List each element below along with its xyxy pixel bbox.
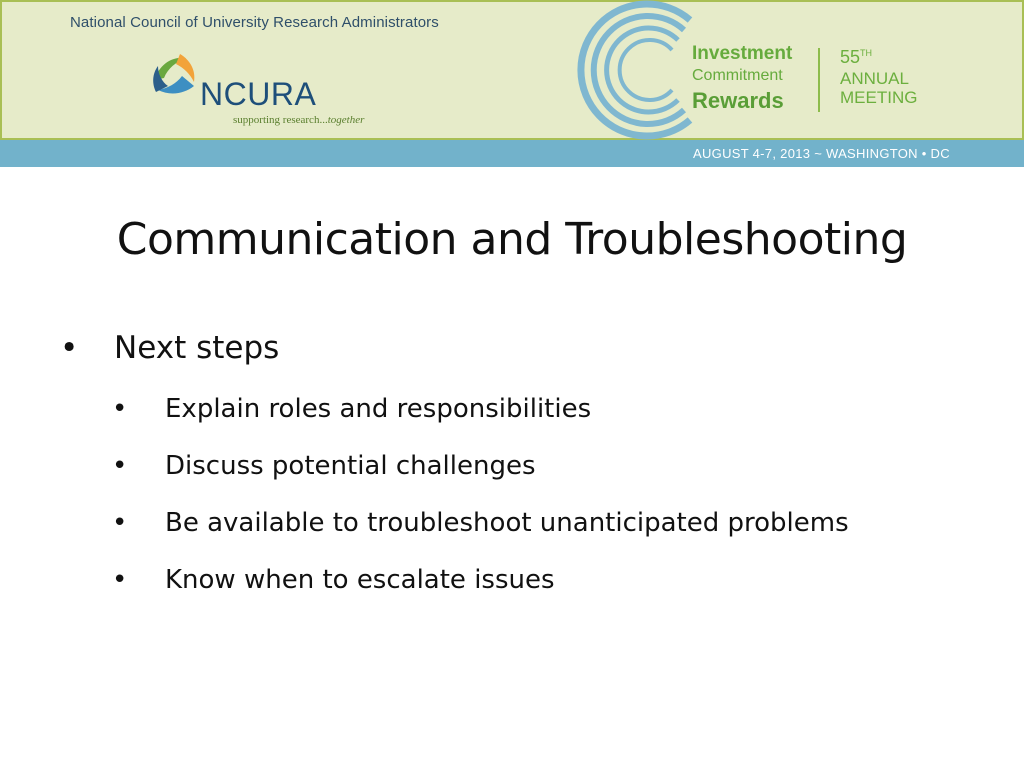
- bullet-text: Next steps: [114, 330, 280, 366]
- sub-bullet-marker: •: [112, 394, 128, 424]
- sub-bullet-marker: •: [112, 451, 128, 481]
- annual-meeting-label: [840, 48, 917, 106]
- sub-bullet-text: Discuss potential challenges: [165, 451, 536, 481]
- ncura-logo-text: NCURA: [200, 76, 317, 112]
- sub-bullet-item: [112, 506, 872, 540]
- sub-bullet-marker: •: [112, 508, 128, 538]
- theme-divider: [818, 48, 820, 112]
- organization-name: National Council of University Research Administrators: [70, 14, 439, 31]
- sub-bullet-item: [112, 563, 872, 597]
- sub-bullet-text: Explain roles and responsibilities: [165, 394, 592, 424]
- meeting-meeting: MEETING: [840, 88, 918, 107]
- meeting-annual: ANNUAL: [840, 69, 909, 88]
- bullet-marker: •: [60, 330, 79, 366]
- concentric-circles-icon: [572, 0, 702, 140]
- sub-bullet-list: [0, 392, 872, 620]
- theme-line-investment: Investment: [692, 43, 793, 64]
- sub-bullet-item: [112, 392, 872, 426]
- meeting-number-value: 55: [840, 47, 861, 67]
- meeting-number: [840, 48, 917, 68]
- ncura-logo-icon: [150, 52, 198, 98]
- theme-line-rewards: Rewards: [692, 88, 784, 113]
- logo-tagline-start: supporting research...: [233, 114, 328, 126]
- logo-tagline: [233, 114, 364, 126]
- sub-bullet-marker: •: [112, 565, 128, 595]
- theme-line-commitment: Commitment: [692, 67, 783, 84]
- meeting-theme: [692, 44, 792, 112]
- event-date-location: AUGUST 4-7, 2013 ~ WASHINGTON • DC: [693, 146, 950, 161]
- slide-title: Communication and Troubleshooting: [116, 214, 908, 265]
- meeting-number-suffix: TH: [860, 48, 873, 58]
- sub-bullet-item: [112, 449, 872, 483]
- logo-tagline-end: together: [327, 114, 365, 126]
- sub-bullet-text: Be available to troubleshoot unanticipated problems: [165, 508, 849, 538]
- header-banner: [0, 0, 1024, 140]
- sub-bullet-text: Know when to escalate issues: [165, 565, 555, 595]
